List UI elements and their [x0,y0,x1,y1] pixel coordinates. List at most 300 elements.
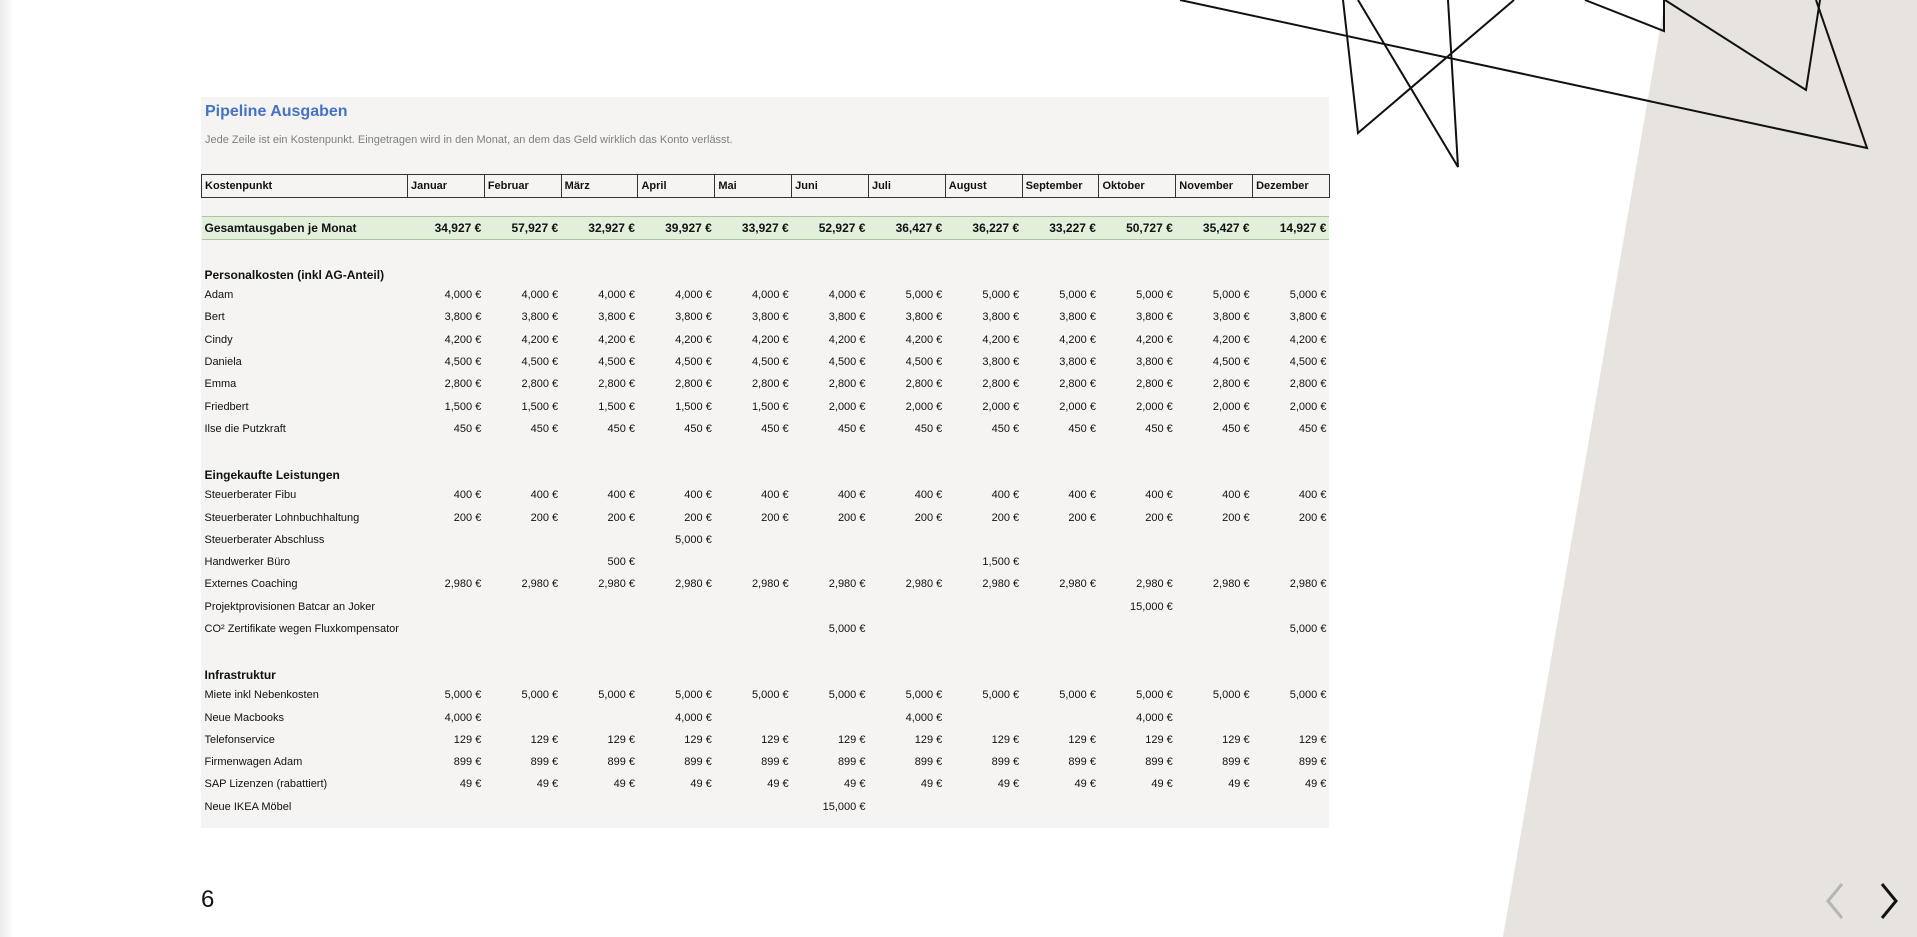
table-row [202,329,1330,351]
row-value: 200 € [530,511,559,524]
row-value: 200 € [1145,511,1173,524]
row-value: 450 € [761,422,789,435]
row-value: 3,800 € [1059,311,1096,324]
row-value: 4,500 € [751,356,789,369]
row-value [638,551,715,573]
row-value: 129 € [761,733,789,746]
row-value: 400 € [837,489,866,502]
row-value: 5,000 € [1289,689,1327,702]
row-value: 5,000 € [1212,689,1250,702]
section-title: Personalkosten (inkl AG-Anteil) [204,268,385,282]
row-value: 4,000 € [444,289,482,302]
table-row [202,306,1330,328]
row-value [1022,529,1099,551]
table-row [202,596,1330,618]
row-value: 450 € [1222,422,1250,435]
row-value: 5,000 € [751,689,789,702]
spacer-cell [202,440,1330,458]
row-value [792,529,869,551]
row-value: 200 € [684,511,712,524]
row-value: 4,000 € [1136,711,1173,724]
row-value: 200 € [607,511,635,524]
row-value: 3,800 € [598,311,635,324]
page-number: 6 [201,886,215,913]
row-value [1022,706,1099,728]
row-value: 899 € [453,756,482,769]
row-value: 2,980 € [1059,578,1096,591]
row-label: Steuerberater Fibu [204,489,297,502]
row-value: 4,500 € [444,356,482,369]
row-label: SAP Lizenzen (rabattiert) [204,778,328,791]
table-row [202,284,1330,306]
row-value: 899 € [837,756,866,769]
table-row [202,351,1330,373]
row-value: 1,500 € [521,400,559,413]
row-value: 200 € [1068,511,1096,524]
row-value: 5,000 € [905,689,943,702]
row-value: 400 € [684,489,712,502]
row-value: 450 € [837,422,866,435]
table-row [202,395,1330,417]
row-label: Daniela [204,356,242,369]
row-value: 5,000 € [905,289,943,302]
row-value: 2,800 € [828,378,866,391]
row-label: Cindy [204,333,233,346]
row-value: 200 € [914,511,943,524]
total-label: Gesamtausgaben je Monat [202,217,408,240]
row-label: Miete inkl Nebenkosten [204,689,319,702]
row-value: 200 € [991,511,1020,524]
spacer-row [202,640,1330,658]
row-value: 4,200 € [521,333,559,346]
row-value: 2,980 € [828,578,866,591]
table-row [202,618,1330,640]
row-value: 2,980 € [444,578,482,591]
column-header-oktober: Oktober [1099,175,1176,198]
table-row [202,773,1330,795]
row-label: Adam [204,289,234,302]
row-value: 400 € [1222,489,1250,502]
total-value: 35,427 € [1176,217,1253,240]
row-value [945,618,1022,640]
spacer-cell [202,198,1330,217]
row-value: 450 € [1298,422,1327,435]
row-value: 5,000 € [1059,289,1096,302]
row-value: 2,000 € [1212,400,1250,413]
row-value: 4,200 € [828,333,866,346]
row-label: Telefonservice [204,733,275,746]
row-value: 450 € [530,422,559,435]
column-header-april: April [638,175,715,198]
table-row [202,373,1330,395]
total-value: 39,927 € [638,217,715,240]
column-header-januar: Januar [408,175,485,198]
row-value: 4,500 € [905,356,943,369]
total-value: 34,927 € [408,217,485,240]
decorative-beige-shape [1503,0,1917,937]
row-value [1022,596,1099,618]
row-value: 4,200 € [905,333,943,346]
chevron-right-icon [1871,878,1907,924]
row-value: 400 € [1298,489,1327,502]
row-value [484,596,561,618]
row-value: 4,200 € [1289,333,1327,346]
row-value: 5,000 € [1289,289,1327,302]
row-value: 2,000 € [982,400,1020,413]
row-value: 5,000 € [598,689,635,702]
row-value: 2,800 € [1289,378,1327,391]
row-value: 2,000 € [1136,400,1173,413]
row-value: 5,000 € [1136,689,1173,702]
total-value: 52,927 € [792,217,869,240]
row-value: 4,200 € [1136,333,1173,346]
row-value: 4,500 € [828,356,866,369]
row-label: Friedbert [204,400,249,413]
row-value: 400 € [607,489,635,502]
row-value [561,618,638,640]
row-value: 129 € [991,733,1020,746]
row-value [561,529,638,551]
row-value: 49 € [1305,778,1327,791]
row-value: 3,800 € [982,311,1020,324]
row-value: 5,000 € [982,289,1020,302]
row-value: 1,500 € [444,400,482,413]
row-value: 4,500 € [521,356,559,369]
row-value [484,529,561,551]
column-header-september: September [1022,175,1099,198]
row-value: 1,500 € [598,400,635,413]
row-value: 400 € [991,489,1020,502]
sheet-subtitle: Jede Zeile ist ein Kostenpunkt. Eingetragen wird in den Monat, an dem das Geld wirklich das Konto verlässt. [205,134,733,146]
row-value: 400 € [914,489,943,502]
spacer-row [202,440,1330,458]
row-value [945,529,1022,551]
row-value [1176,596,1253,618]
row-value [1099,551,1176,573]
row-value: 129 € [837,733,866,746]
row-value: 5,000 € [982,689,1020,702]
row-value: 2,980 € [1136,578,1173,591]
row-value: 15,000 € [822,800,866,813]
row-value [561,706,638,728]
row-value: 5,000 € [675,533,712,546]
column-header-maerz: März [561,175,638,198]
row-value: 899 € [1298,756,1327,769]
row-value [638,596,715,618]
row-value: 49 € [690,778,712,791]
total-value: 33,927 € [715,217,792,240]
section-header-row [202,258,1330,284]
row-value [715,529,792,551]
row-value [715,551,792,573]
row-value: 450 € [1145,422,1173,435]
row-value: 4,000 € [751,289,789,302]
row-value [868,596,945,618]
row-label: Firmenwagen Adam [204,756,303,769]
row-value [1176,706,1253,728]
row-value: 5,000 € [1136,289,1173,302]
row-value: 1,500 € [751,400,789,413]
row-value: 899 € [914,756,943,769]
row-value: 129 € [914,733,943,746]
row-value: 49 € [1074,778,1096,791]
table-row [202,706,1330,728]
row-value: 899 € [991,756,1020,769]
row-value: 4,000 € [828,289,866,302]
row-value: 129 € [1145,733,1173,746]
row-value [1176,796,1253,818]
row-value [1099,796,1176,818]
row-value [792,706,869,728]
table-row [202,551,1330,573]
row-value: 899 € [1222,756,1250,769]
row-value [1176,529,1253,551]
row-label: Projektprovisionen Batcar an Joker [204,600,376,613]
row-value: 2,980 € [1212,578,1250,591]
total-value: 50,727 € [1099,217,1176,240]
total-value: 36,427 € [868,217,945,240]
column-header-juni: Juni [792,175,869,198]
row-value: 2,980 € [598,578,635,591]
row-value: 899 € [761,756,789,769]
column-header-kostenpunkt: Kostenpunkt [202,175,408,198]
row-value: 400 € [1068,489,1096,502]
row-label: Externes Coaching [204,578,298,591]
row-value: 4,500 € [675,356,712,369]
row-value: 500 € [607,556,635,569]
row-value: 5,000 € [675,689,712,702]
row-value: 3,800 € [1212,311,1250,324]
spacer-row [202,240,1330,259]
row-value: 49 € [1228,778,1250,791]
row-value [1099,618,1176,640]
row-value [945,796,1022,818]
row-value: 3,800 € [1136,311,1173,324]
total-value: 36,227 € [945,217,1022,240]
row-value: 49 € [613,778,635,791]
header-row [202,175,1330,198]
expense-table [201,174,1330,818]
row-value: 4,200 € [982,333,1020,346]
row-value: 200 € [837,511,866,524]
row-value: 2,800 € [675,378,712,391]
row-value: 2,800 € [905,378,943,391]
column-header-juli: Juli [868,175,945,198]
table-row [202,751,1330,773]
row-value: 4,500 € [1212,356,1250,369]
row-value [484,796,561,818]
row-value [1176,618,1253,640]
table-row [202,729,1330,751]
row-value: 4,500 € [598,356,635,369]
row-value [1022,796,1099,818]
row-value: 200 € [1298,511,1327,524]
row-value [715,796,792,818]
section-header-row [202,458,1330,484]
row-value: 49 € [1151,778,1173,791]
row-value [868,618,945,640]
row-value: 400 € [530,489,559,502]
row-label: Bert [204,311,225,324]
row-value: 200 € [761,511,789,524]
row-value: 129 € [1068,733,1096,746]
row-value: 899 € [1145,756,1173,769]
row-label: Neue IKEA Möbel [204,800,292,813]
row-label: Steuerberater Abschluss [204,533,325,546]
row-value: 3,800 € [521,311,559,324]
row-value: 2,000 € [828,400,866,413]
column-header-dezember: Dezember [1253,175,1330,198]
row-value: 2,800 € [444,378,482,391]
row-value: 49 € [997,778,1020,791]
row-value: 450 € [914,422,943,435]
row-value: 200 € [1222,511,1250,524]
row-value: 1,500 € [675,400,712,413]
table-row [202,506,1330,528]
row-value: 3,800 € [1289,311,1327,324]
row-value: 450 € [1068,422,1096,435]
row-value: 2,000 € [905,400,943,413]
row-value: 49 € [459,778,482,791]
row-value [945,706,1022,728]
row-value: 2,980 € [982,578,1020,591]
row-value [1176,551,1253,573]
row-value: 2,980 € [751,578,789,591]
row-value: 2,000 € [1289,400,1327,413]
row-value [408,796,485,818]
row-value [408,618,485,640]
row-value: 2,000 € [1059,400,1096,413]
row-value: 4,200 € [1059,333,1096,346]
row-value: 2,800 € [1212,378,1250,391]
row-value [1253,706,1330,728]
row-value: 1,500 € [982,556,1020,569]
sheet-title: Pipeline Ausgaben [205,103,348,120]
row-value: 400 € [453,489,482,502]
row-value [1022,618,1099,640]
row-value [484,618,561,640]
row-value [484,706,561,728]
row-value: 4,500 € [1289,356,1327,369]
section-title: Infrastruktur [204,668,276,683]
row-value: 129 € [453,733,482,746]
row-value: 4,200 € [598,333,635,346]
row-value [1253,529,1330,551]
row-value: 49 € [536,778,559,791]
row-value: 4,200 € [675,333,712,346]
next-slide-button[interactable] [1871,878,1907,924]
column-header-august: August [945,175,1022,198]
row-value: 49 € [767,778,789,791]
row-value: 450 € [991,422,1020,435]
row-value: 5,000 € [1289,623,1327,635]
row-value [1253,551,1330,573]
row-value: 5,000 € [1212,289,1250,302]
row-label: CO² Zertifikate wegen Fluxkompensator [204,623,399,635]
row-label: Neue Macbooks [204,711,284,724]
row-value: 2,980 € [905,578,943,591]
row-value: 2,800 € [982,378,1020,391]
row-value [638,796,715,818]
row-value: 3,800 € [1136,356,1173,369]
row-value: 899 € [607,756,635,769]
row-value: 129 € [530,733,559,746]
table-row [202,418,1330,440]
row-value: 899 € [1068,756,1096,769]
row-label: Emma [204,378,237,391]
row-value: 4,000 € [905,711,943,724]
table-row [202,573,1330,595]
section-header-row [202,658,1330,684]
row-value: 3,800 € [982,356,1020,369]
row-value: 2,980 € [1289,578,1327,591]
column-header-februar: Februar [484,175,561,198]
row-value: 49 € [920,778,943,791]
table-row [202,484,1330,506]
total-value: 33,227 € [1022,217,1099,240]
row-value [484,551,561,573]
row-value [715,706,792,728]
column-header-mai: Mai [715,175,792,198]
row-value: 2,800 € [1136,378,1173,391]
row-value: 3,800 € [444,311,482,324]
row-value [792,596,869,618]
row-value: 2,980 € [675,578,712,591]
row-value [561,596,638,618]
row-value: 2,980 € [521,578,559,591]
row-value [1253,796,1330,818]
row-value: 2,800 € [521,378,559,391]
row-value: 450 € [684,422,712,435]
table-row [202,529,1330,551]
row-value: 400 € [1145,489,1173,502]
row-value: 129 € [1298,733,1327,746]
row-value: 4,200 € [1212,333,1250,346]
table-row [202,796,1330,818]
row-value: 200 € [453,511,482,524]
row-value [715,618,792,640]
row-value: 129 € [607,733,635,746]
row-value [868,529,945,551]
previous-slide-button[interactable] [1818,878,1854,924]
row-value [1022,551,1099,573]
row-value: 5,000 € [521,689,559,702]
total-value: 14,927 € [1253,217,1330,240]
row-label: Steuerberater Lohnbuchhaltung [204,511,360,524]
row-value: 5,000 € [444,689,482,702]
row-label: Ilse die Putzkraft [204,422,286,435]
row-value: 49 € [844,778,866,791]
row-value: 899 € [684,756,712,769]
row-value: 3,800 € [751,311,789,324]
row-value [868,551,945,573]
row-value: 15,000 € [1129,600,1173,613]
row-value: 4,000 € [521,289,559,302]
row-value: 450 € [453,422,482,435]
slide-edge-shadow [0,0,14,937]
row-value [792,551,869,573]
row-value [1099,529,1176,551]
row-value: 2,800 € [598,378,635,391]
row-value [715,596,792,618]
spacer-cell [202,240,1330,259]
row-value: 4,000 € [444,711,482,724]
row-value [561,796,638,818]
row-value: 899 € [530,756,559,769]
chevron-left-icon [1818,878,1854,924]
row-value: 129 € [1222,733,1250,746]
total-value: 32,927 € [561,217,638,240]
